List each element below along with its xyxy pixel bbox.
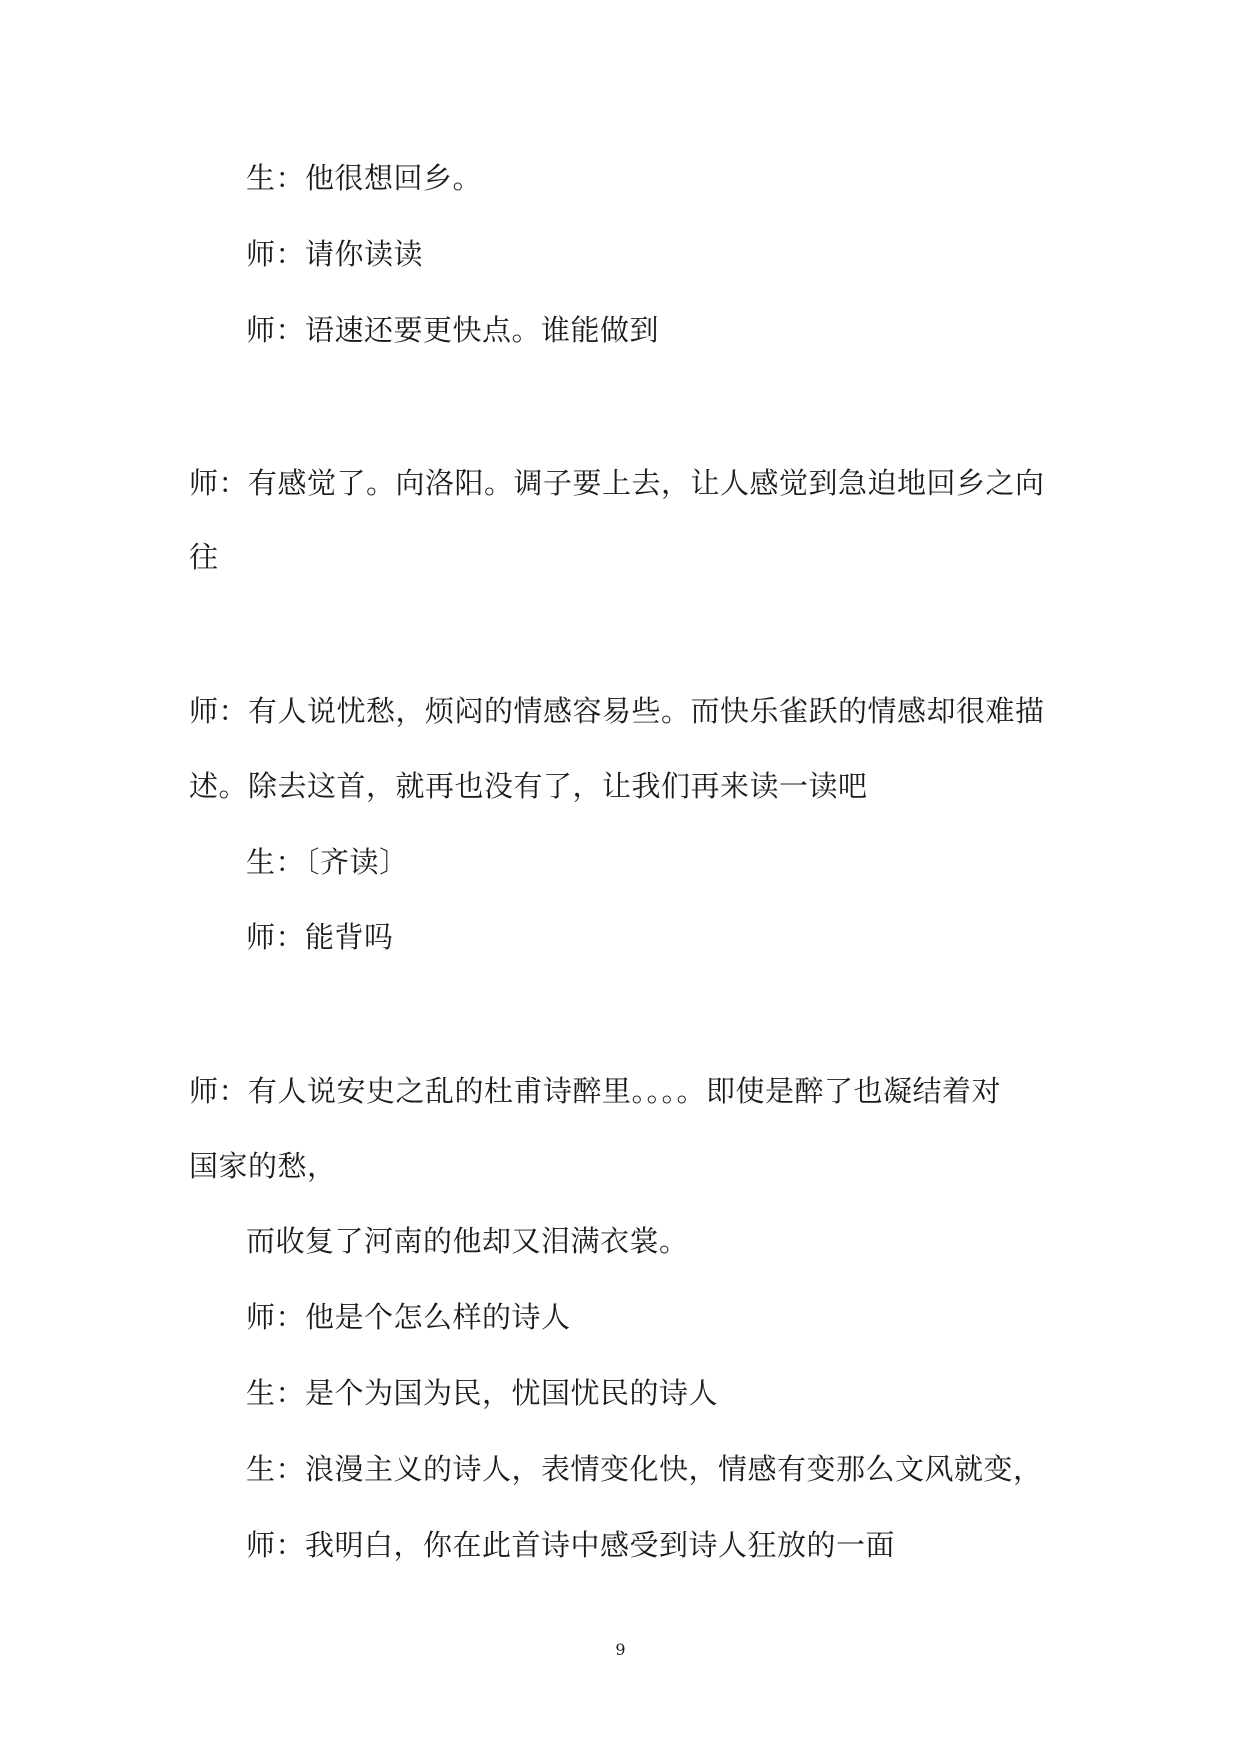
paragraph-line: 师：请你读读 — [246, 237, 424, 271]
paragraph-line: 生：是个为国为民，忧国忧民的诗人 — [246, 1376, 719, 1410]
paragraph-line: 师：语速还要更快点。谁能做到 — [246, 313, 660, 347]
paragraph-line: 而收复了河南的他却又泪满衣裳。 — [246, 1224, 689, 1258]
paragraph-line: 师：有人说忧愁，烦闷的情感容易些。而快乐雀跃的情感却很难描 — [189, 694, 1045, 728]
paragraph-line: 述。除去这首，就再也没有了，让我们再来读一读吧 — [189, 769, 868, 803]
paragraph-line: 师：有感觉了。向洛阳。调子要上去，让人感觉到急迫地回乡之向 — [189, 466, 1045, 500]
paragraph-line: 生：〔齐读〕 — [246, 845, 409, 879]
paragraph-line: 国家的愁， — [189, 1149, 337, 1183]
paragraph-line: 师：我明白，你在此首诗中感受到诗人狂放的一面 — [246, 1528, 896, 1562]
paragraph-line: 师：能背吗 — [246, 920, 394, 954]
paragraph-line: 生：他很想回乡。 — [246, 161, 483, 195]
paragraph-line: 师：有人说安史之乱的杜甫诗醉里。。。。即使是醉了也凝结着对 — [189, 1074, 1002, 1108]
paragraph-line: 生：浪漫主义的诗人，表情变化快，情感有变那么文风就变， — [246, 1452, 1043, 1486]
paragraph-line: 往 — [189, 540, 219, 574]
page-number: 9 — [615, 1640, 626, 1659]
paragraph-line: 师：他是个怎么样的诗人 — [246, 1300, 571, 1334]
